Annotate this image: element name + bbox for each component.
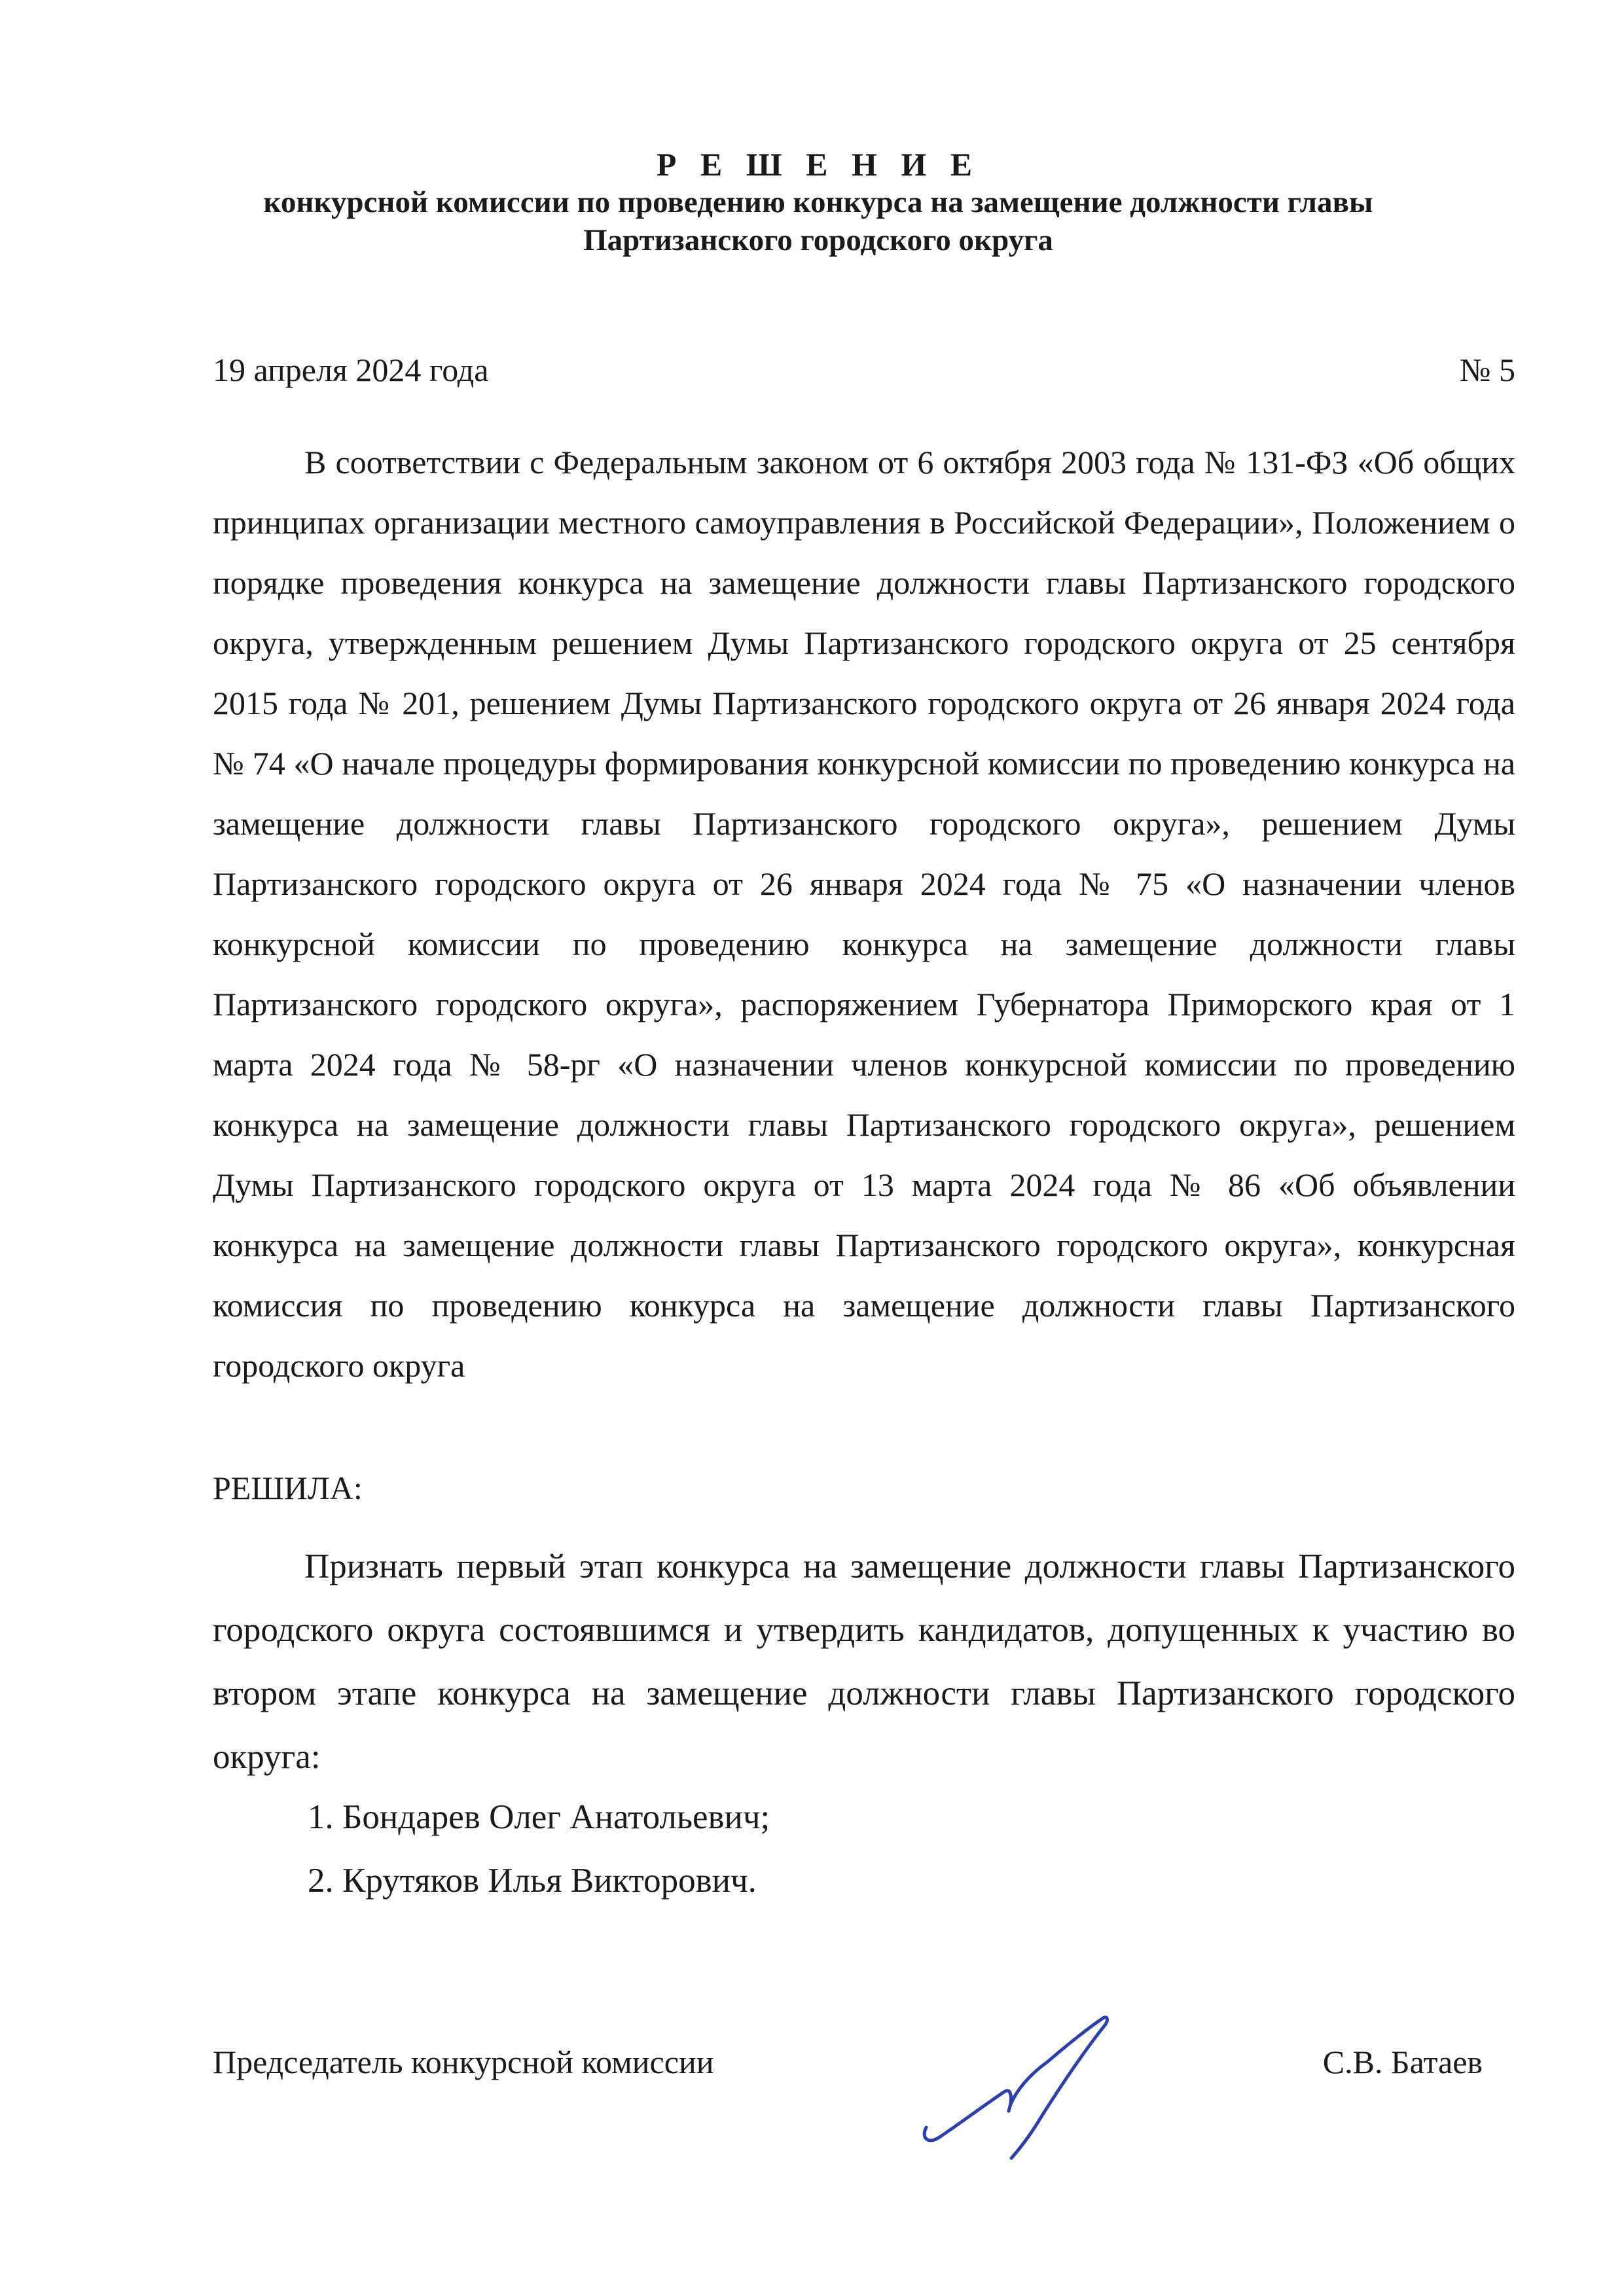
document-title: Р Е Ш Е Н И Е <box>656 146 981 183</box>
document-subtitle-line2: Партизанского городского округа <box>583 223 1053 257</box>
document-header <box>196 145 1440 259</box>
document-subtitle-line1: конкурсной комиссии по проведению конкурса на замещение должности главы <box>263 185 1373 219</box>
document-number: № 5 <box>1459 352 1515 388</box>
candidate-list <box>308 1786 770 1913</box>
handwritten-signature <box>913 2006 1149 2163</box>
decision-paragraph: Признать первый этап конкурса на замещение должности главы Партизанского городского округа состоявшимся и утвердить кандидатов, допущенных к участию во втором этапе конкурса на замещение должности главы Партизанского городского округа: <box>213 1547 1515 1776</box>
preamble-paragraph: В соответствии с Федеральным законом от 6 октября 2003 года № 131-ФЗ «Об общих принципах организации местного самоуправления в Российской Федерации», Положением о порядке проведения конкурса на замещение должности главы Партизанского городского округа, утвержденным решением Думы Партизанского городского округа от 25 сентября 2015 года № 201, решением Думы Партизанского городского округа от 26 января 2024 года № 74 «О начале процедуры формирования конкурсной комиссии по проведению конкурса на замещение должности главы Партизанского городского округа», решением Думы Партизанского городского округа от 26 января 2024 года № 75 «О назначении членов конкурсной комиссии по проведению конкурса на замещение должности главы Партизанского городского округа», распоряжением Губернатора Приморского края от 1 марта 2024 года № 58-рг «О назначении членов конкурсной комиссии по проведению конкурса на замещение должности главы Партизанского городского округа», решением Думы Партизанского городского округа от 13 марта 2024 года № 86 «Об объявлении конкурса на замещение должности главы Партизанского городского округа», конкурсная комиссия по проведению конкурса на замещение должности главы Партизанского городского округа <box>213 444 1515 1384</box>
signatory-name: С.В. Батаев <box>1322 2044 1483 2080</box>
document-date: 19 апреля 2024 года <box>213 352 489 388</box>
resolved-label: РЕШИЛА: <box>213 1470 363 1506</box>
candidate-item: 2. Крутяков Илья Викторович. <box>308 1862 757 1900</box>
signatory-role: Председатель конкурсной комиссии <box>213 2044 714 2080</box>
candidate-item: 1. Бондарев Олег Анатольевич; <box>308 1798 770 1836</box>
